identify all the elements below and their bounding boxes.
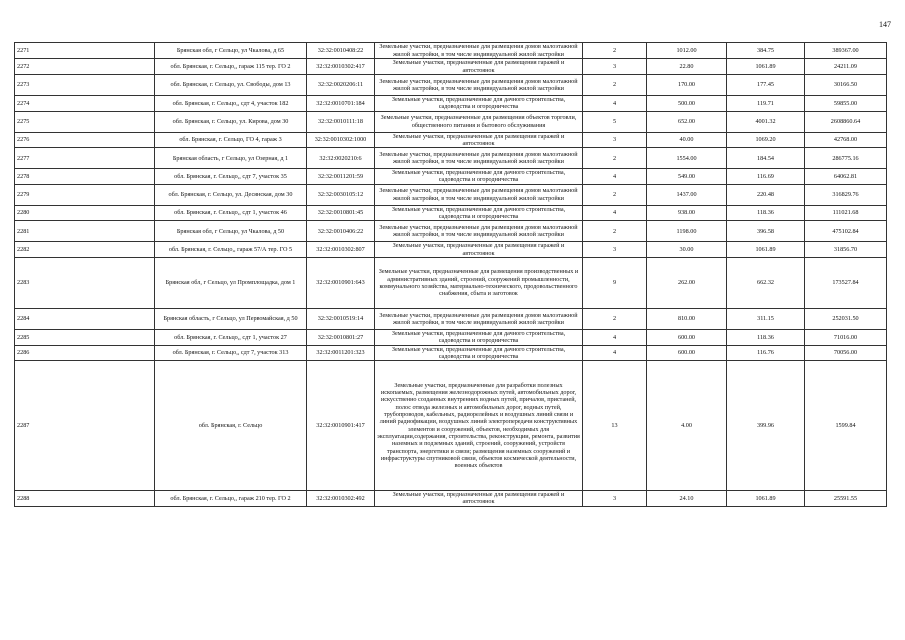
table-row <box>15 111 887 132</box>
cadastral-value-cell: 70056.00 <box>805 345 887 361</box>
specific-value-cell: 116.69 <box>727 169 805 185</box>
land-use-cell: Земельные участки, предназначенные для дачного строительства, садоводства и огородничества <box>375 96 583 112</box>
land-use-cell: Земельные участки, предназначенные для размещения гаражей и автостоянок <box>375 491 583 507</box>
address-cell: обл. Брянская, г. Сельцо, ГО 4, гараж 3 <box>155 132 307 148</box>
land-use-cell: Земельные участки, предназначенные для размещения гаражей и автостоянок <box>375 59 583 75</box>
row-number: 2278 <box>15 169 155 185</box>
address-cell: Брянская обл, г Сельцо, ул Промплощадка, дом 1 <box>155 257 307 308</box>
group-cell: 5 <box>583 111 647 132</box>
group-cell: 9 <box>583 257 647 308</box>
cadastral-value-cell: 59855.00 <box>805 96 887 112</box>
row-number: 2276 <box>15 132 155 148</box>
specific-value-cell: 1069.20 <box>727 132 805 148</box>
row-number: 2277 <box>15 148 155 169</box>
specific-value-cell: 118.36 <box>727 329 805 345</box>
cadastral-number-cell: 32:32:0011201:323 <box>307 345 375 361</box>
cadastral-number-cell: 32:32:0020210:6 <box>307 148 375 169</box>
address-cell: обл. Брянская, г. Сельцо,, гараж 57/А тер. ГО 5 <box>155 242 307 258</box>
cadastral-value-cell: 2608860.64 <box>805 111 887 132</box>
land-use-cell: Земельные участки, предназначенные для дачного строительства, садоводства и огородничества <box>375 345 583 361</box>
cadastral-number-cell: 32:32:0010302:492 <box>307 491 375 507</box>
cadastral-value-cell: 316829.76 <box>805 184 887 205</box>
group-cell: 13 <box>583 361 647 491</box>
land-use-cell: Земельные участки, предназначенные для размещения гаражей и автостоянок <box>375 242 583 258</box>
land-use-cell: Земельные участки, предназначенные для дачного строительства, садоводства и огородничества <box>375 329 583 345</box>
area-cell: 40.00 <box>647 132 727 148</box>
row-number: 2288 <box>15 491 155 507</box>
row-number: 2274 <box>15 96 155 112</box>
area-cell: 30.00 <box>647 242 727 258</box>
row-number: 2282 <box>15 242 155 258</box>
row-number: 2280 <box>15 205 155 221</box>
cadastral-number-cell: 32:32:0010701:184 <box>307 96 375 112</box>
area-cell: 1437.00 <box>647 184 727 205</box>
cadastral-value-cell: 389367.00 <box>805 43 887 59</box>
table-row <box>15 345 887 361</box>
address-cell: обл. Брянская, г. Сельцо,, сдт 7, участок 313 <box>155 345 307 361</box>
specific-value-cell: 1061.89 <box>727 242 805 258</box>
table-row <box>15 329 887 345</box>
address-cell: Брянская область, г Сельцо, ул Первомайская, д 50 <box>155 308 307 329</box>
table-row <box>15 257 887 308</box>
row-number: 2284 <box>15 308 155 329</box>
specific-value-cell: 1061.89 <box>727 59 805 75</box>
group-cell: 2 <box>583 148 647 169</box>
row-number: 2279 <box>15 184 155 205</box>
table-row <box>15 132 887 148</box>
row-number: 2271 <box>15 43 155 59</box>
specific-value-cell: 118.36 <box>727 205 805 221</box>
address-cell: обл. Брянская, г. Сельцо,, сдт 7, участок 35 <box>155 169 307 185</box>
cadastral-number-cell: 32:32:0010302:417 <box>307 59 375 75</box>
cadastral-value-cell: 475102.84 <box>805 221 887 242</box>
address-cell: обл. Брянская, г. Сельцо,, гараж 210 тер. ГО 2 <box>155 491 307 507</box>
cadastral-number-cell: 32:32:0030105:12 <box>307 184 375 205</box>
address-cell: обл. Брянская, г. Сельцо, ул. Десянская, дом 30 <box>155 184 307 205</box>
row-number: 2286 <box>15 345 155 361</box>
land-use-cell: Земельные участки, предназначенные для размещения домов малоэтажной жилой застройки, в том числе индивидуальной жилой застройки <box>375 43 583 59</box>
cadastral-number-cell: 32:32:0010302:807 <box>307 242 375 258</box>
table-row <box>15 221 887 242</box>
row-number: 2281 <box>15 221 155 242</box>
group-cell: 2 <box>583 184 647 205</box>
table-row <box>15 491 887 507</box>
area-cell: 810.00 <box>647 308 727 329</box>
table-row <box>15 169 887 185</box>
area-cell: 262.00 <box>647 257 727 308</box>
area-cell: 600.00 <box>647 345 727 361</box>
table-row <box>15 43 887 59</box>
group-cell: 3 <box>583 59 647 75</box>
table-row <box>15 148 887 169</box>
cadastral-number-cell: 32:32:0010901:643 <box>307 257 375 308</box>
land-use-cell: Земельные участки, предназначенные для размещения домов малоэтажной жилой застройки, в том числе индивидуальной жилой застройки <box>375 75 583 96</box>
cadastral-value-cell: 42768.00 <box>805 132 887 148</box>
table-row <box>15 361 887 491</box>
land-use-cell: Земельные участки, предназначенные для дачного строительства, садоводства и огородничества <box>375 205 583 221</box>
address-cell: обл. Брянская, г. Сельцо, ул. Кирова, дом 30 <box>155 111 307 132</box>
table-row <box>15 308 887 329</box>
group-cell: 2 <box>583 75 647 96</box>
group-cell: 2 <box>583 221 647 242</box>
row-number: 2272 <box>15 59 155 75</box>
specific-value-cell: 1061.89 <box>727 491 805 507</box>
area-cell: 549.00 <box>647 169 727 185</box>
land-use-cell: Земельные участки, предназначенные для размещения гаражей и автостоянок <box>375 132 583 148</box>
cadastral-value-cell: 30166.50 <box>805 75 887 96</box>
cadastral-number-cell: 32:32:0010302:1000 <box>307 132 375 148</box>
table-row <box>15 242 887 258</box>
group-cell: 2 <box>583 43 647 59</box>
specific-value-cell: 311.15 <box>727 308 805 329</box>
land-use-cell: Земельные участки, предназначенные для размещения домов малоэтажной жилой застройки, в том числе индивидуальной жилой застройки <box>375 308 583 329</box>
area-cell: 22.80 <box>647 59 727 75</box>
cadastral-value-cell: 286775.16 <box>805 148 887 169</box>
row-number: 2287 <box>15 361 155 491</box>
land-use-cell: Земельные участки, предназначенные для размещения объектов торговли, общественного питания и бытового обслуживания <box>375 111 583 132</box>
address-cell: обл. Брянская, г. Сельцо,, сдт 4, участок 182 <box>155 96 307 112</box>
group-cell: 2 <box>583 308 647 329</box>
specific-value-cell: 177.45 <box>727 75 805 96</box>
land-use-cell: Земельные участки, предназначенные для размещения домов малоэтажной жилой застройки, в том числе индивидуальной жилой застройки <box>375 148 583 169</box>
specific-value-cell: 220.48 <box>727 184 805 205</box>
specific-value-cell: 662.32 <box>727 257 805 308</box>
area-cell: 170.00 <box>647 75 727 96</box>
area-cell: 1012.00 <box>647 43 727 59</box>
group-cell: 4 <box>583 96 647 112</box>
address-cell: обл. Брянская, г. Сельцо,, гараж 115 тер. ГО 2 <box>155 59 307 75</box>
address-cell: обл. Брянская, г. Сельцо,, сдт 1, участок 27 <box>155 329 307 345</box>
cadastral-value-cell: 173527.84 <box>805 257 887 308</box>
group-cell: 4 <box>583 329 647 345</box>
page-number: 147 <box>879 20 891 29</box>
table-row <box>15 59 887 75</box>
land-use-cell: Земельные участки, предназначенные для дачного строительства, садоводства и огородничества <box>375 169 583 185</box>
cadastral-number-cell: 32:32:0010111:18 <box>307 111 375 132</box>
address-cell: обл. Брянская, г. Сельцо <box>155 361 307 491</box>
specific-value-cell: 184.54 <box>727 148 805 169</box>
cadastral-value-cell: 1599.84 <box>805 361 887 491</box>
row-number: 2283 <box>15 257 155 308</box>
specific-value-cell: 116.76 <box>727 345 805 361</box>
area-cell: 1198.00 <box>647 221 727 242</box>
land-use-cell: Земельные участки, предназначенные для размещения производственных и административных зданий, строений, сооружений промышленности, коммунального хозяйства, материально-технического, продовольственного снабжения, сбыта и заготовок <box>375 257 583 308</box>
address-cell: Брянская область, г Сельцо, ул Озерная, д 1 <box>155 148 307 169</box>
cadastral-value-cell: 31856.70 <box>805 242 887 258</box>
area-cell: 24.10 <box>647 491 727 507</box>
table-row <box>15 75 887 96</box>
cadastral-number-cell: 32:32:0010519:14 <box>307 308 375 329</box>
group-cell: 3 <box>583 132 647 148</box>
land-use-cell: Земельные участки, предназначенные для размещения домов малоэтажной жилой застройки, в том числе индивидуальной жилой застройки <box>375 221 583 242</box>
cadastral-value-cell: 25591.55 <box>805 491 887 507</box>
cadastral-number-cell: 32:32:0010406:22 <box>307 221 375 242</box>
specific-value-cell: 399.96 <box>727 361 805 491</box>
cadastral-number-cell: 32:32:0010801:27 <box>307 329 375 345</box>
specific-value-cell: 396.58 <box>727 221 805 242</box>
row-number: 2285 <box>15 329 155 345</box>
address-cell: обл. Брянская, г. Сельцо, ул. Свободы, дом 13 <box>155 75 307 96</box>
specific-value-cell: 384.75 <box>727 43 805 59</box>
area-cell: 938.00 <box>647 205 727 221</box>
address-cell: Брянская обл, г Сельцо, ул Чкалова, д 65 <box>155 43 307 59</box>
row-number: 2273 <box>15 75 155 96</box>
cadastral-value-cell: 71016.00 <box>805 329 887 345</box>
land-use-cell: Земельные участки, предназначенные для разработки полезных ископаемых, размещения железнодорожных путей, автомобильных дорог, искусственно созданных внутренних водных путей, причалов, пристаней, полос отвода железных и автомобильных дорог, водных путей, трубопроводов, кабельных, радиорелейных и воздушных линий связи и линий радиофикации, воздушных линий электропередачи конструктивных элементов и сооружений, объектов, необходимых для эксплуатации,содержания, строительства, реконструкции, ремонта, развития наземных и подземных зданий, строений, сооружений, устройств транспорта, энергетики и связи; размещения наземных сооружений и инфраструктуры спутниковой связи, объектов космической деятельности, военных объектов <box>375 361 583 491</box>
group-cell: 4 <box>583 205 647 221</box>
group-cell: 4 <box>583 169 647 185</box>
land-use-cell: Земельные участки, предназначенные для размещения домов малоэтажной жилой застройки, в том числе индивидуальной жилой застройки <box>375 184 583 205</box>
group-cell: 3 <box>583 491 647 507</box>
group-cell: 3 <box>583 242 647 258</box>
area-cell: 600.00 <box>647 329 727 345</box>
area-cell: 500.00 <box>647 96 727 112</box>
area-cell: 4.00 <box>647 361 727 491</box>
address-cell: Брянская обл, г Сельцо, ул Чкалова, д 50 <box>155 221 307 242</box>
cadastral-value-cell: 24211.09 <box>805 59 887 75</box>
table-row <box>15 184 887 205</box>
cadastral-number-cell: 32:32:0010408:22 <box>307 43 375 59</box>
cadastral-value-table <box>14 42 887 507</box>
area-cell: 652.00 <box>647 111 727 132</box>
specific-value-cell: 4001.32 <box>727 111 805 132</box>
row-number: 2275 <box>15 111 155 132</box>
cadastral-number-cell: 32:32:0011201:59 <box>307 169 375 185</box>
cadastral-number-cell: 32:32:0010801:45 <box>307 205 375 221</box>
cadastral-value-cell: 111021.68 <box>805 205 887 221</box>
area-cell: 1554.00 <box>647 148 727 169</box>
cadastral-number-cell: 32:32:0020206:11 <box>307 75 375 96</box>
cadastral-value-cell: 252031.50 <box>805 308 887 329</box>
cadastral-number-cell: 32:32:0010901:417 <box>307 361 375 491</box>
address-cell: обл. Брянская, г. Сельцо,, сдт 1, участок 46 <box>155 205 307 221</box>
group-cell: 4 <box>583 345 647 361</box>
cadastral-value-cell: 64062.81 <box>805 169 887 185</box>
specific-value-cell: 119.71 <box>727 96 805 112</box>
table-row <box>15 205 887 221</box>
table-row <box>15 96 887 112</box>
